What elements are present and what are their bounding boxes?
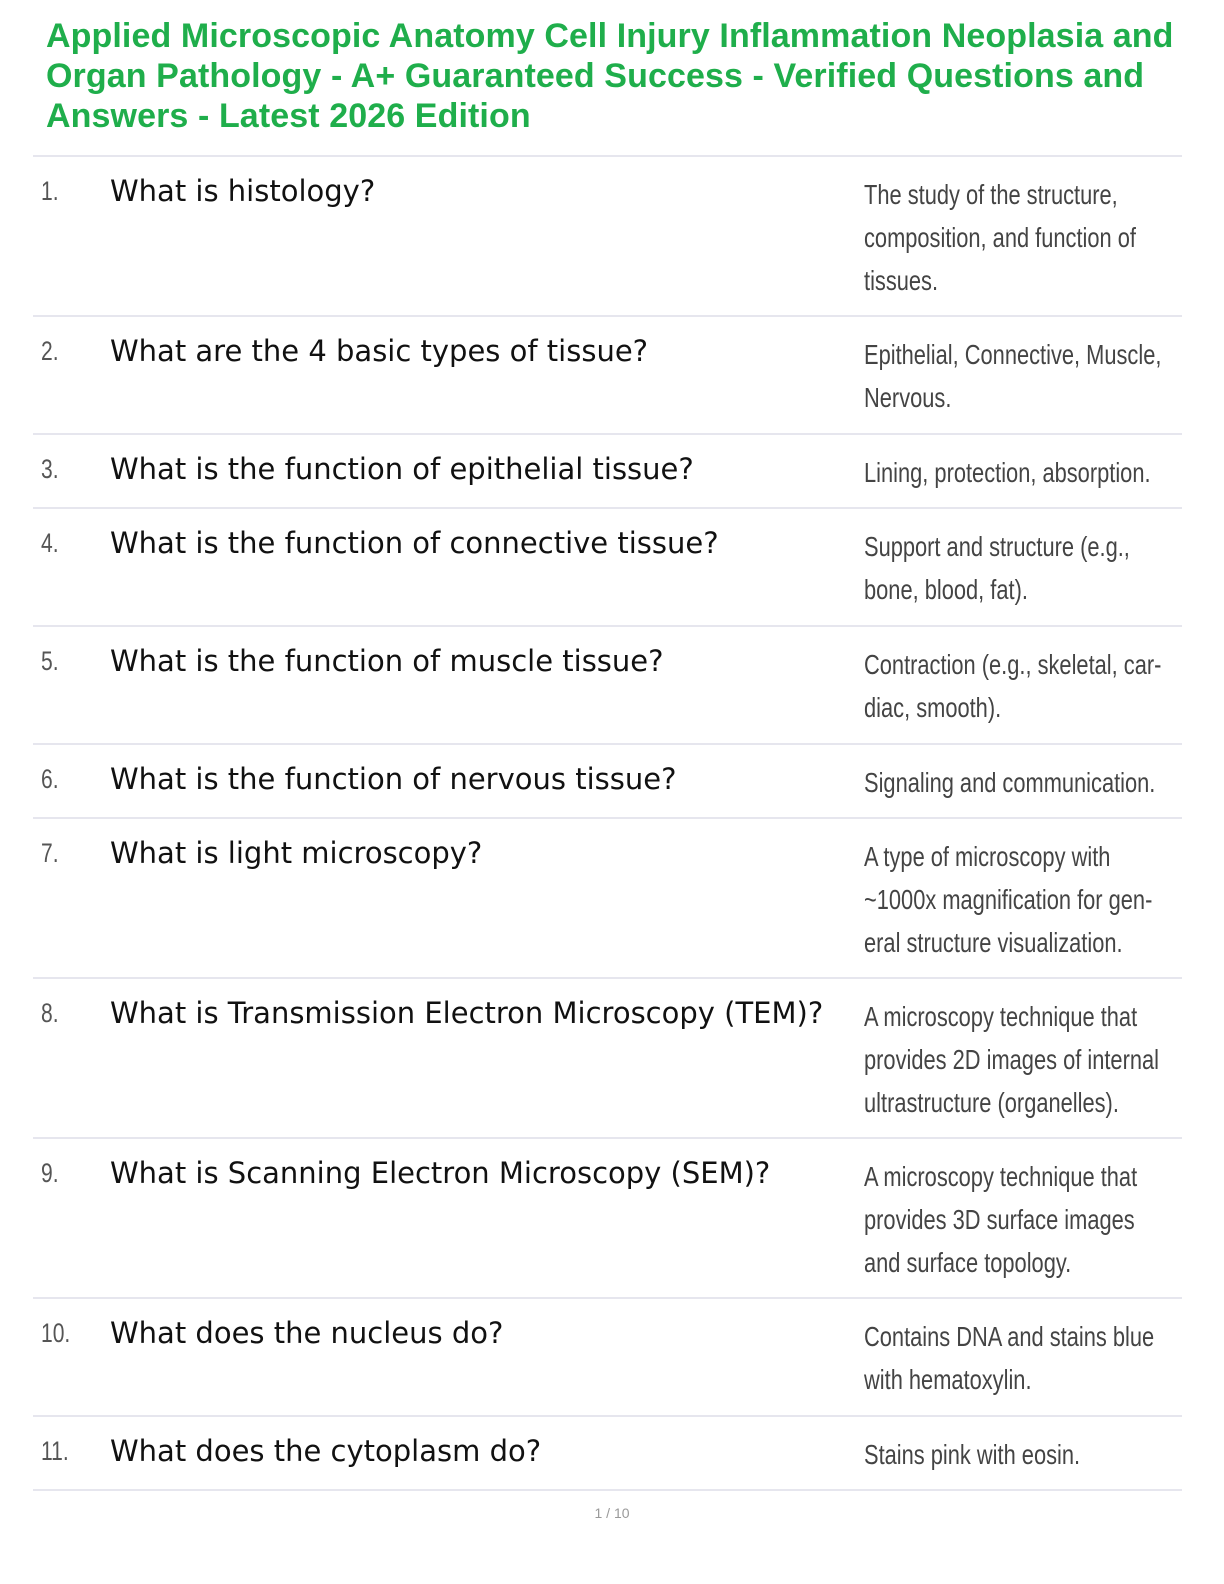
answer-text: A microscopy technique that provides 3D surface images and surface topology. xyxy=(864,1161,1138,1278)
answer-text: A microscopy technique that provides 2D images of internal ultrastructure (organelles). xyxy=(864,1001,1159,1118)
answer-text: A type of microscopy with ~1000x magnification for gen-eral structure visualization. xyxy=(864,841,1153,958)
page-number: 1 / 10 xyxy=(594,1505,630,1521)
qa-row xyxy=(33,979,1182,1139)
question-number: 6. xyxy=(41,764,59,794)
qa-table xyxy=(33,155,1182,1491)
answer-text: Support and structure (e.g., bone, blood, fat). xyxy=(864,531,1130,605)
question-text: What is the function of nervous tissue? xyxy=(110,762,677,796)
qa-row xyxy=(33,435,1182,509)
document-title: Applied Microscopic Anatomy Cell Injury Inflammation Neoplasia and Organ Pathology - A+ Guaranteed Success - Verified Questions and Answers - Latest 2026 Edition xyxy=(46,17,1174,135)
qa-row xyxy=(33,627,1182,745)
qa-row xyxy=(33,819,1182,979)
question-text: What is Transmission Electron Microscopy (TEM)? xyxy=(110,996,824,1030)
answer-text: Signaling and communication. xyxy=(864,767,1156,798)
answer-text: The study of the structure, composition, and function of tissues. xyxy=(864,179,1136,296)
answer-text: Contraction (e.g., skeletal, car-diac, smooth). xyxy=(864,649,1162,723)
answer-text: Epithelial, Connective, Muscle, Nervous. xyxy=(864,339,1162,413)
question-number: 5. xyxy=(41,646,59,676)
answer-text: Contains DNA and stains blue with hematoxylin. xyxy=(864,1321,1155,1395)
question-number: 11. xyxy=(41,1436,69,1466)
qa-row xyxy=(33,1299,1182,1417)
question-number: 10. xyxy=(41,1318,71,1348)
question-number: 4. xyxy=(41,528,59,558)
qa-row xyxy=(33,509,1182,627)
qa-row xyxy=(33,1139,1182,1299)
qa-row xyxy=(33,157,1182,317)
question-number: 2. xyxy=(41,336,59,366)
qa-row xyxy=(33,317,1182,435)
question-text: What is light microscopy? xyxy=(110,836,483,870)
question-text: What is the function of connective tissue? xyxy=(110,526,719,560)
question-text: What is histology? xyxy=(110,174,376,208)
question-text: What is Scanning Electron Microscopy (SEM)? xyxy=(110,1156,771,1190)
question-text: What does the nucleus do? xyxy=(110,1316,504,1350)
qa-row xyxy=(33,745,1182,819)
answer-text: Stains pink with eosin. xyxy=(864,1439,1081,1470)
question-text: What are the 4 basic types of tissue? xyxy=(110,334,649,368)
question-number: 7. xyxy=(41,838,59,868)
question-text: What is the function of epithelial tissue? xyxy=(110,452,694,486)
question-number: 8. xyxy=(41,998,59,1028)
question-text: What is the function of muscle tissue? xyxy=(110,644,664,678)
answer-text: Lining, protection, absorption. xyxy=(864,457,1151,488)
question-number: 1. xyxy=(41,176,59,206)
qa-row xyxy=(33,1417,1182,1491)
question-number: 9. xyxy=(41,1158,59,1188)
question-number: 3. xyxy=(41,454,59,484)
question-text: What does the cytoplasm do? xyxy=(110,1434,542,1468)
